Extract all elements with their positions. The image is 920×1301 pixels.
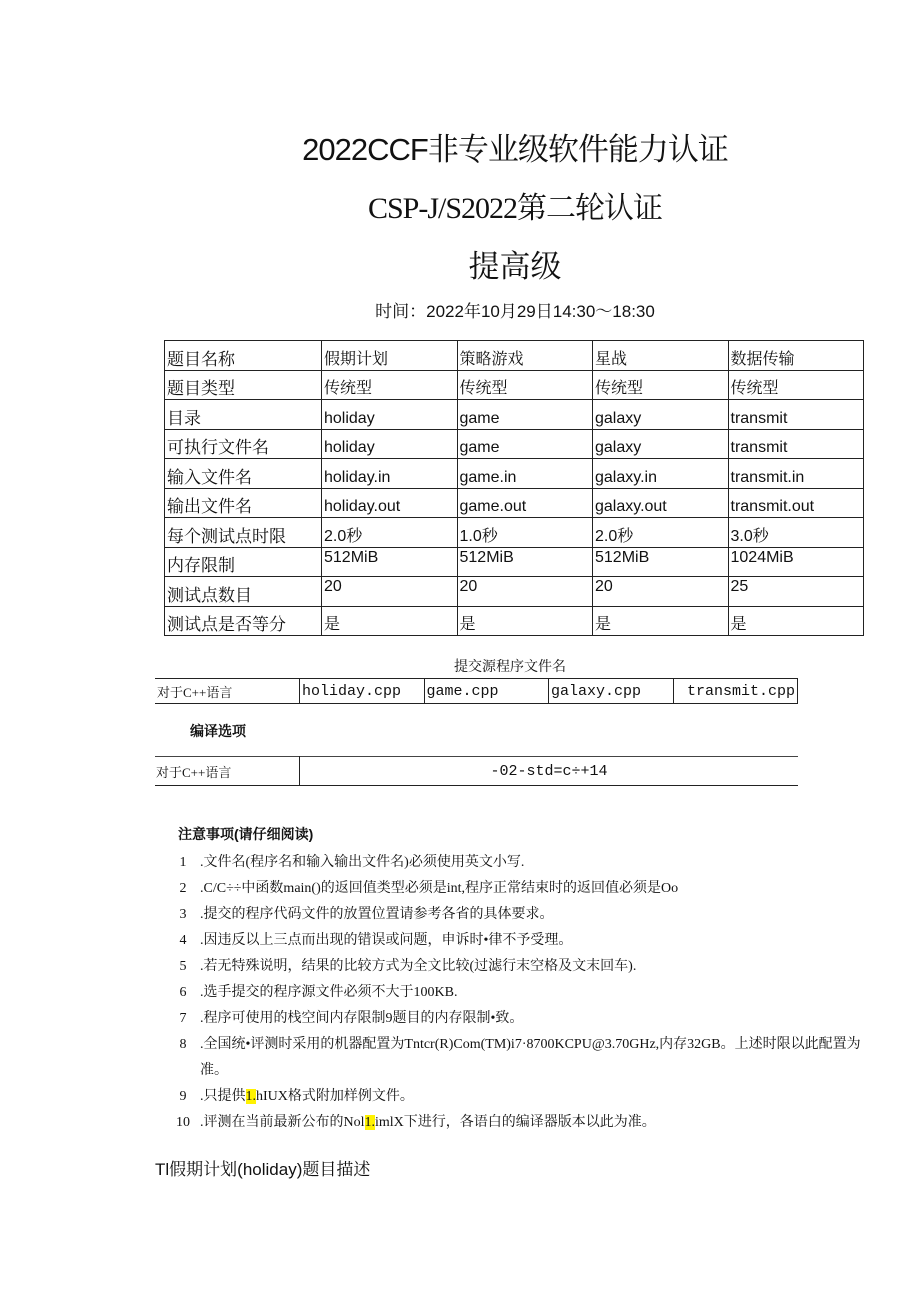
list-item xyxy=(172,1006,882,1032)
table-cell: galaxy.out xyxy=(593,488,729,518)
table-cell: 20 xyxy=(593,577,729,607)
item-text: .C/C÷÷中函数main()的返回值类型必须是int,程序正常结束时的返回值必须是Oo xyxy=(200,881,679,896)
item-number: 8 xyxy=(179,1037,187,1052)
row-label: 测试点是否等分 xyxy=(165,606,322,636)
row-label: 输入文件名 xyxy=(165,459,322,489)
source-filename: galaxy.cpp xyxy=(549,679,674,704)
table-cell: 传统型 xyxy=(457,370,593,400)
table-cell: 20 xyxy=(457,577,593,607)
row-label: 输出文件名 xyxy=(165,488,322,518)
table-cell: galaxy.in xyxy=(593,459,729,489)
round-title: CSP-J/S2022第二轮认证 xyxy=(367,192,663,225)
table-row xyxy=(165,341,864,371)
table-cell: 512MiB xyxy=(322,547,458,577)
row-label: 题目类型 xyxy=(165,370,322,400)
table-cell: 1.0秒 xyxy=(457,518,593,548)
table-cell: 传统型 xyxy=(728,370,864,400)
table-cell: galaxy xyxy=(593,400,729,430)
source-filename: holiday.cpp xyxy=(300,679,425,704)
list-item xyxy=(172,1084,882,1110)
source-files-table xyxy=(155,678,798,704)
item-text: .提交的程序代码文件的放置位置请参考各省的具体要求。 xyxy=(200,907,554,922)
row-label: 内存限制 xyxy=(165,547,322,577)
table-row xyxy=(165,488,864,518)
language-label: 对于C++语言 xyxy=(155,679,300,704)
table-cell: game.in xyxy=(457,459,593,489)
table-row xyxy=(165,459,864,489)
exam-time: 时间：2022年10月29日14:30～18:30 xyxy=(375,302,655,321)
table-cell: 传统型 xyxy=(593,370,729,400)
list-item xyxy=(172,902,882,928)
item-text: .若无特殊说明，结果的比较方式为全文比较(过滤行末空格及文末回车). xyxy=(200,959,637,974)
contest-title: 2022CCF非专业级软件能力认证 xyxy=(302,132,728,167)
compile-options-table xyxy=(155,756,798,786)
item-text: .文件名(程序名和输入输出文件名)必须使用英文小写. xyxy=(200,855,525,870)
table-cell: galaxy xyxy=(593,429,729,459)
highlighted-text: 1. xyxy=(364,1115,375,1130)
item-text: .选手提交的程序源文件必须不大于100KB. xyxy=(200,985,458,1000)
list-item xyxy=(172,954,882,980)
language-label: 对于C++语言 xyxy=(155,757,300,786)
table-cell: 星战 xyxy=(593,341,729,371)
problems-table xyxy=(164,340,864,636)
table-cell: holiday.in xyxy=(322,459,458,489)
item-number: 1 xyxy=(179,855,187,870)
item-text: hIUX格式附加样例文件。 xyxy=(256,1089,414,1104)
list-item xyxy=(172,1110,882,1136)
item-text: .程序可使用的栈空间内存限制9题目的内存限制•致。 xyxy=(200,1011,524,1026)
notice-list xyxy=(172,850,882,1136)
table-cell: 策略游戏 xyxy=(457,341,593,371)
item-text: imlX下进行，各语白的编译器版本以此为准。 xyxy=(375,1115,656,1130)
item-text: .只提供 xyxy=(200,1089,246,1104)
table-cell: 3.0秒 xyxy=(728,518,864,548)
table-row xyxy=(165,577,864,607)
table-cell: game.out xyxy=(457,488,593,518)
item-number: 2 xyxy=(179,881,187,896)
table-cell: transmit xyxy=(728,429,864,459)
list-item xyxy=(172,1032,882,1084)
source-filename: game.cpp xyxy=(424,679,549,704)
table-cell: 是 xyxy=(728,606,864,636)
table-row xyxy=(155,679,798,704)
row-label: 题目名称 xyxy=(165,341,322,371)
notice-heading: 注意事项(请仔细阅读) xyxy=(178,826,314,842)
table-row xyxy=(165,606,864,636)
table-row xyxy=(165,400,864,430)
item-number: 10 xyxy=(176,1115,190,1130)
table-cell: holiday xyxy=(322,429,458,459)
table-cell: holiday xyxy=(322,400,458,430)
table-cell: 2.0秒 xyxy=(593,518,729,548)
table-cell: holiday.out xyxy=(322,488,458,518)
row-label: 目录 xyxy=(165,400,322,430)
compile-options-heading: 编译选项 xyxy=(190,723,246,739)
table-row xyxy=(155,757,798,786)
item-number: 4 xyxy=(179,933,187,948)
table-cell: 是 xyxy=(593,606,729,636)
table-cell: transmit xyxy=(728,400,864,430)
table-cell: transmit.in xyxy=(728,459,864,489)
highlighted-text: 1. xyxy=(245,1089,256,1104)
table-cell: 传统型 xyxy=(322,370,458,400)
table-row xyxy=(165,518,864,548)
section-title: Tl假期计划(holiday)题目描述 xyxy=(155,1160,371,1179)
table-cell: 假期计划 xyxy=(322,341,458,371)
list-item xyxy=(172,850,882,876)
table-row xyxy=(165,429,864,459)
row-label: 可执行文件名 xyxy=(165,429,322,459)
table-cell: 512MiB xyxy=(593,547,729,577)
table-cell: game xyxy=(457,400,593,430)
table-cell: 数据传输 xyxy=(728,341,864,371)
row-label: 每个测试点时限 xyxy=(165,518,322,548)
item-number: 5 xyxy=(179,959,187,974)
table-cell: 1024MiB xyxy=(728,547,864,577)
source-files-caption: 提交源程序文件名 xyxy=(454,660,566,675)
table-cell: 是 xyxy=(457,606,593,636)
item-text: .全国统•评测时采用的机器配置为Tntcr(R)Com(TM)i7·8700KCPU@3.70GHz,内存32GB。上述时限以此配置为准。 xyxy=(200,1037,861,1078)
item-number: 6 xyxy=(179,985,187,1000)
item-text: .评测在当前最新公布的Nol xyxy=(200,1115,365,1130)
list-item xyxy=(172,928,882,954)
source-filename: transmit.cpp xyxy=(673,679,798,704)
table-cell: game xyxy=(457,429,593,459)
item-number: 9 xyxy=(179,1089,187,1104)
table-cell: 512MiB xyxy=(457,547,593,577)
item-number: 3 xyxy=(179,907,187,922)
table-row xyxy=(165,370,864,400)
list-item xyxy=(172,876,882,902)
list-item xyxy=(172,980,882,1006)
row-label: 测试点数目 xyxy=(165,577,322,607)
table-cell: 20 xyxy=(322,577,458,607)
table-cell: transmit.out xyxy=(728,488,864,518)
table-cell: 25 xyxy=(728,577,864,607)
table-row xyxy=(165,547,864,577)
table-cell: 是 xyxy=(322,606,458,636)
item-number: 7 xyxy=(179,1011,187,1026)
level-title: 提高级 xyxy=(468,249,562,284)
compile-flags: -02-std=c÷+14 xyxy=(300,757,799,786)
item-text: .因违反以上三点而出现的错误或问题，申诉时•律不予受理。 xyxy=(200,933,573,948)
table-cell: 2.0秒 xyxy=(322,518,458,548)
